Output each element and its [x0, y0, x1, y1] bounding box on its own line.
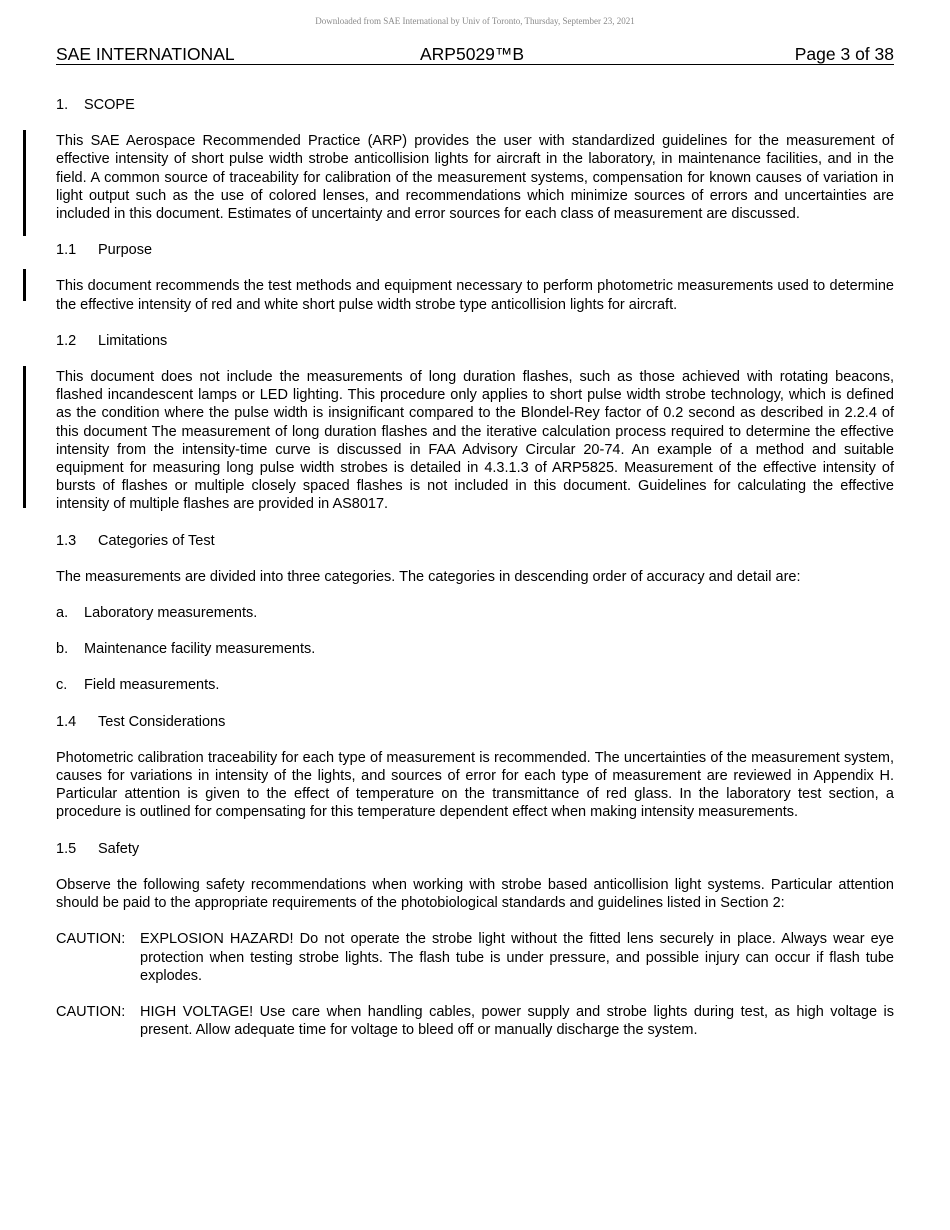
section-number: 1.3: [56, 532, 77, 549]
section-title: Categories of Test: [98, 532, 215, 549]
purpose-paragraph: This document recommends the test methods and equipment necessary to perform photometric measurements used to determine the effective intensity of red and white short pulse width strobe type anticollision lights for aircraft.: [56, 277, 894, 313]
section-number: 1.2: [56, 332, 77, 349]
section-heading-safety: [56, 840, 894, 858]
list-marker: b.: [56, 641, 69, 658]
list-marker: a.: [56, 605, 69, 622]
caution-text: EXPLOSION HAZARD! Do not operate the strobe light without the fitted lens securely in place. Always wear eye protection when testing strobe lights. The flash tube is under pressure, and possible injury can occur if flash tube explodes.: [140, 931, 894, 984]
section-number: 1.5: [56, 840, 77, 857]
list-item-text: Maintenance facility measurements.: [84, 641, 316, 658]
section-title: Safety: [98, 840, 140, 857]
safety-paragraph: Observe the following safety recommendations when working with strobe based anticollision light systems. Particular attention should be paid to the appropriate requirements of the photobiological standards and guidelines listed in Section 2:: [56, 876, 894, 912]
change-bar: [23, 366, 26, 508]
caution-text: HIGH VOLTAGE! Use care when handling cables, power supply and strobe lights during test, as high voltage is present. Allow adequate time for voltage to bleed off or manually discharge the system.: [140, 1003, 894, 1039]
caution-label: CAUTION:: [56, 1003, 126, 1020]
header-page-number: Page 3 of 38: [794, 44, 894, 64]
header-publisher: SAE INTERNATIONAL: [56, 44, 235, 64]
considerations-paragraph: Photometric calibration traceability for each type of measurement is recommended. The uncertainties of the measurement system, causes for variations in intensity of the lights, and sources of error for each type of measurement are reviewed in Appendix H. Particular attention is given to the effect of temperature on the transmittance of red glass. In the laboratory test section, a procedure is outlined for compensating for this temperature dependent effect when making intensity measurements.: [56, 749, 894, 821]
section-title: Limitations: [98, 332, 168, 349]
list-item: [56, 604, 894, 622]
categories-paragraph: The measurements are divided into three categories. The categories in descending order of accuracy and detail are:: [56, 568, 801, 585]
page-header: [56, 44, 894, 65]
list-item-text: Field measurements.: [84, 677, 220, 694]
list-item-text: Laboratory measurements.: [84, 605, 258, 622]
section-number: 1.1: [56, 242, 77, 259]
section-title: Test Considerations: [98, 713, 226, 730]
section-number: 1.4: [56, 713, 77, 730]
change-bar: [23, 269, 26, 301]
list-item: [56, 676, 894, 694]
list-marker: c.: [56, 677, 68, 694]
section-heading-scope: [56, 96, 894, 114]
header-document-id: ARP5029™B: [420, 44, 525, 64]
change-bar: [23, 130, 26, 236]
section-heading-considerations: [56, 713, 894, 731]
list-item: [56, 640, 894, 658]
section-title: SCOPE: [84, 97, 135, 113]
limitations-paragraph: This document does not include the measurements of long duration flashes, such as those achieved with rotating beacons, flashed incandescent lamps or LED lighting. This procedure only applies to short pulse width strobe technology, which is defined as the condition where the pulse width is insignificant compared to the Blondel-Rey factor of 0.2 second as described in 2.2.4 of this document The measurement of long duration flashes and the iterative calculation process required to determine the effective intensity from the intensity-time curve is discussed in FAA Advisory Circular 20-74. An example of a method and suitable equipment for measuring long pulse width strobes is detailed in 4.3.1.3 of ARP5825. Measurement of the effective intensity of bursts of flashes or multiple closely spaced flashes is not included in this document. Guidelines for calculating the effective intensity of multiple flashes are provided in AS8017.: [56, 368, 894, 514]
section-heading-limitations: [56, 332, 894, 350]
section-heading-purpose: [56, 241, 894, 259]
section-heading-categories: [56, 532, 894, 550]
document-body: [56, 96, 894, 1057]
scope-paragraph: This SAE Aerospace Recommended Practice (ARP) provides the user with standardized guidelines for the measurement of effective intensity of short pulse width strobe anticollision lights for aircraft in the laboratory, in maintenance facilities, and in the field. A common source of traceability for calibration of the measurement systems, compensation for known causes of variation in light output such as the use of colored lenses, and recommendations which minimize sources of errors and uncertainties are included in this document. Estimates of uncertainty and error sources for each class of measurement are discussed.: [56, 132, 894, 223]
caution-explosion: [56, 930, 894, 985]
caution-high-voltage: [56, 1003, 894, 1039]
caution-label: CAUTION:: [56, 931, 126, 948]
section-number: 1.: [56, 97, 69, 113]
section-title: Purpose: [98, 242, 153, 259]
download-watermark: Downloaded from SAE International by Univ of Toronto, Thursday, September 23, 2021: [315, 16, 635, 26]
